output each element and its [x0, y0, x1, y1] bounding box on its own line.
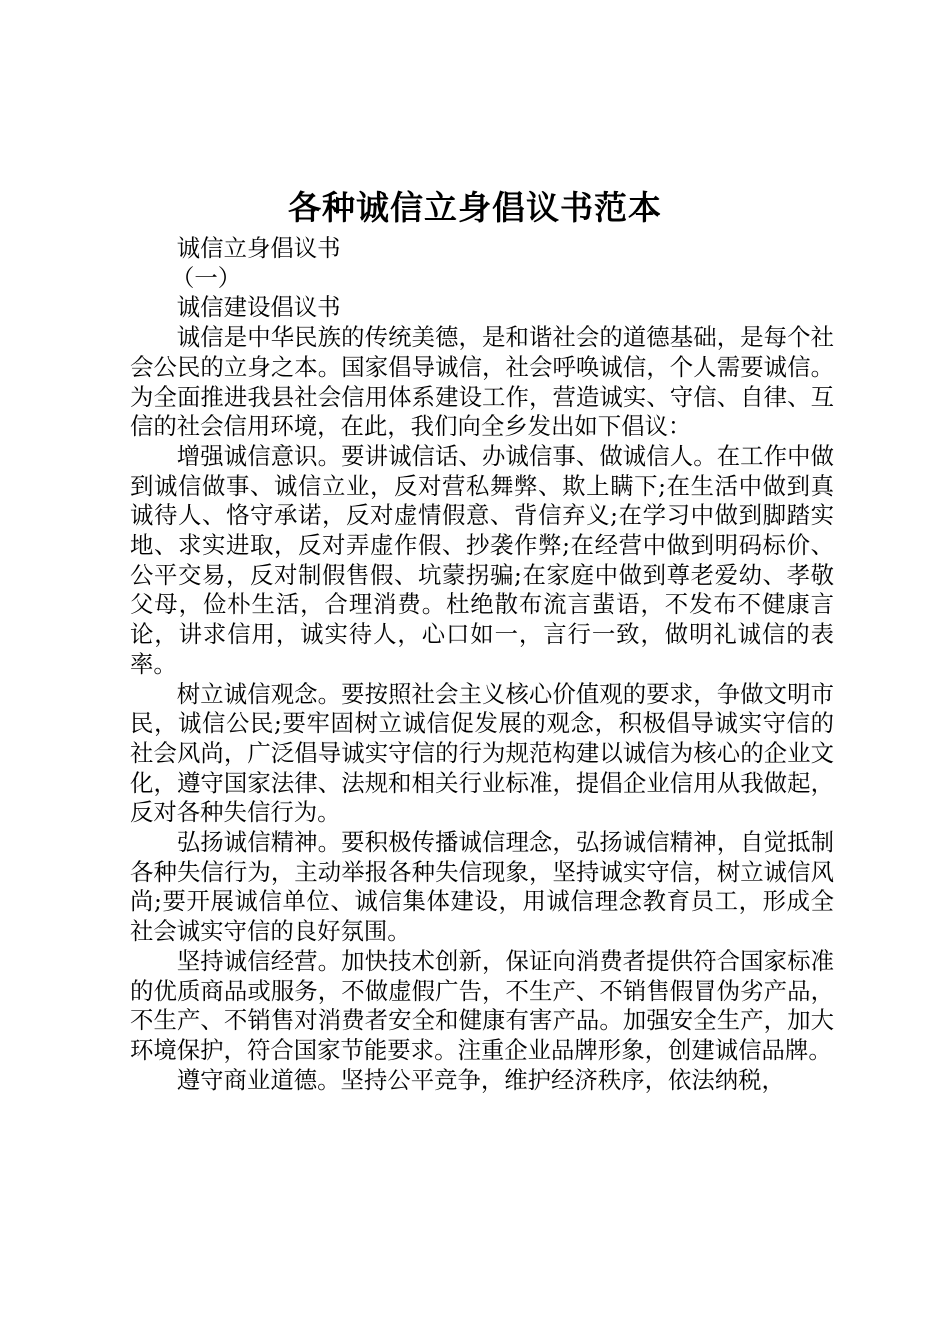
paragraph-operation: 坚持诚信经营。加快技术创新，保证向消费者提供符合国家标准的优质商品或服务，不做虚假广告，不生产、不销售假冒伪劣产品，不生产、不销售对消费者安全和健康有害产品。加强安全生产，加大环境保护，符合国家节能要求。注重企业品牌形象，创建诚信品牌。	[130, 946, 834, 1064]
section-number: （一）	[170, 263, 242, 292]
paragraph-awareness: 增强诚信意识。要讲诚信话、办诚信事、做诚信人。在工作中做到诚信做事、诚信立业，反对营私舞弊、欺上瞒下;在生活中做到真诚待人、恪守承诺，反对虚情假意、背信弃义;在学习中做到脚踏实地、求实进取，反对弄虚作假、抄袭作弊;在经营中做到明码标价、公平交易，反对制假售假、坑蒙拐骗;在家庭中做到尊老爱幼、孝敬父母，俭朴生活，合理消费。杜绝散布流言蜚语，不发布不健康言论，讲求信用，诚实待人，心口如一，言行一致，做明礼诚信的表率。	[130, 441, 834, 678]
section-title: 诚信建设倡议书	[176, 293, 341, 322]
document-subtitle: 诚信立身倡议书	[176, 234, 341, 262]
paragraph-spirit: 弘扬诚信精神。要积极传播诚信理念，弘扬诚信精神，自觉抵制各种失信行为，主动举报各种失信现象，坚持诚实守信，树立诚信风尚;要开展诚信单位、诚信集体建设，用诚信理念教育员工，形成全社会诚实守信的良好氛围。	[130, 828, 834, 946]
paragraph-concept: 树立诚信观念。要按照社会主义核心价值观的要求，争做文明市民，诚信公民;要牢固树立诚信促发展的观念，积极倡导诚实守信的社会风尚，广泛倡导诚实守信的行为规范构建以诚信为核心的企业文化，遵守国家法律、法规和相关行业标准，提倡企业信用从我做起，反对各种失信行为。	[130, 679, 834, 827]
document-title: 各种诚信立身倡议书范本	[288, 188, 662, 227]
paragraph-ethics: 遵守商业道德。坚持公平竞争，维护经济秩序，依法纳税，	[176, 1065, 785, 1094]
paragraph-intro: 诚信是中华民族的传统美德，是和谐社会的道德基础，是每个社会公民的立身之本。国家倡导诚信，社会呼唤诚信，个人需要诚信。为全面推进我县社会信用体系建设工作，营造诚实、守信、自律、互信的社会信用环境，在此，我们向全乡发出如下倡议：	[130, 323, 834, 441]
document-body	[130, 234, 834, 1095]
